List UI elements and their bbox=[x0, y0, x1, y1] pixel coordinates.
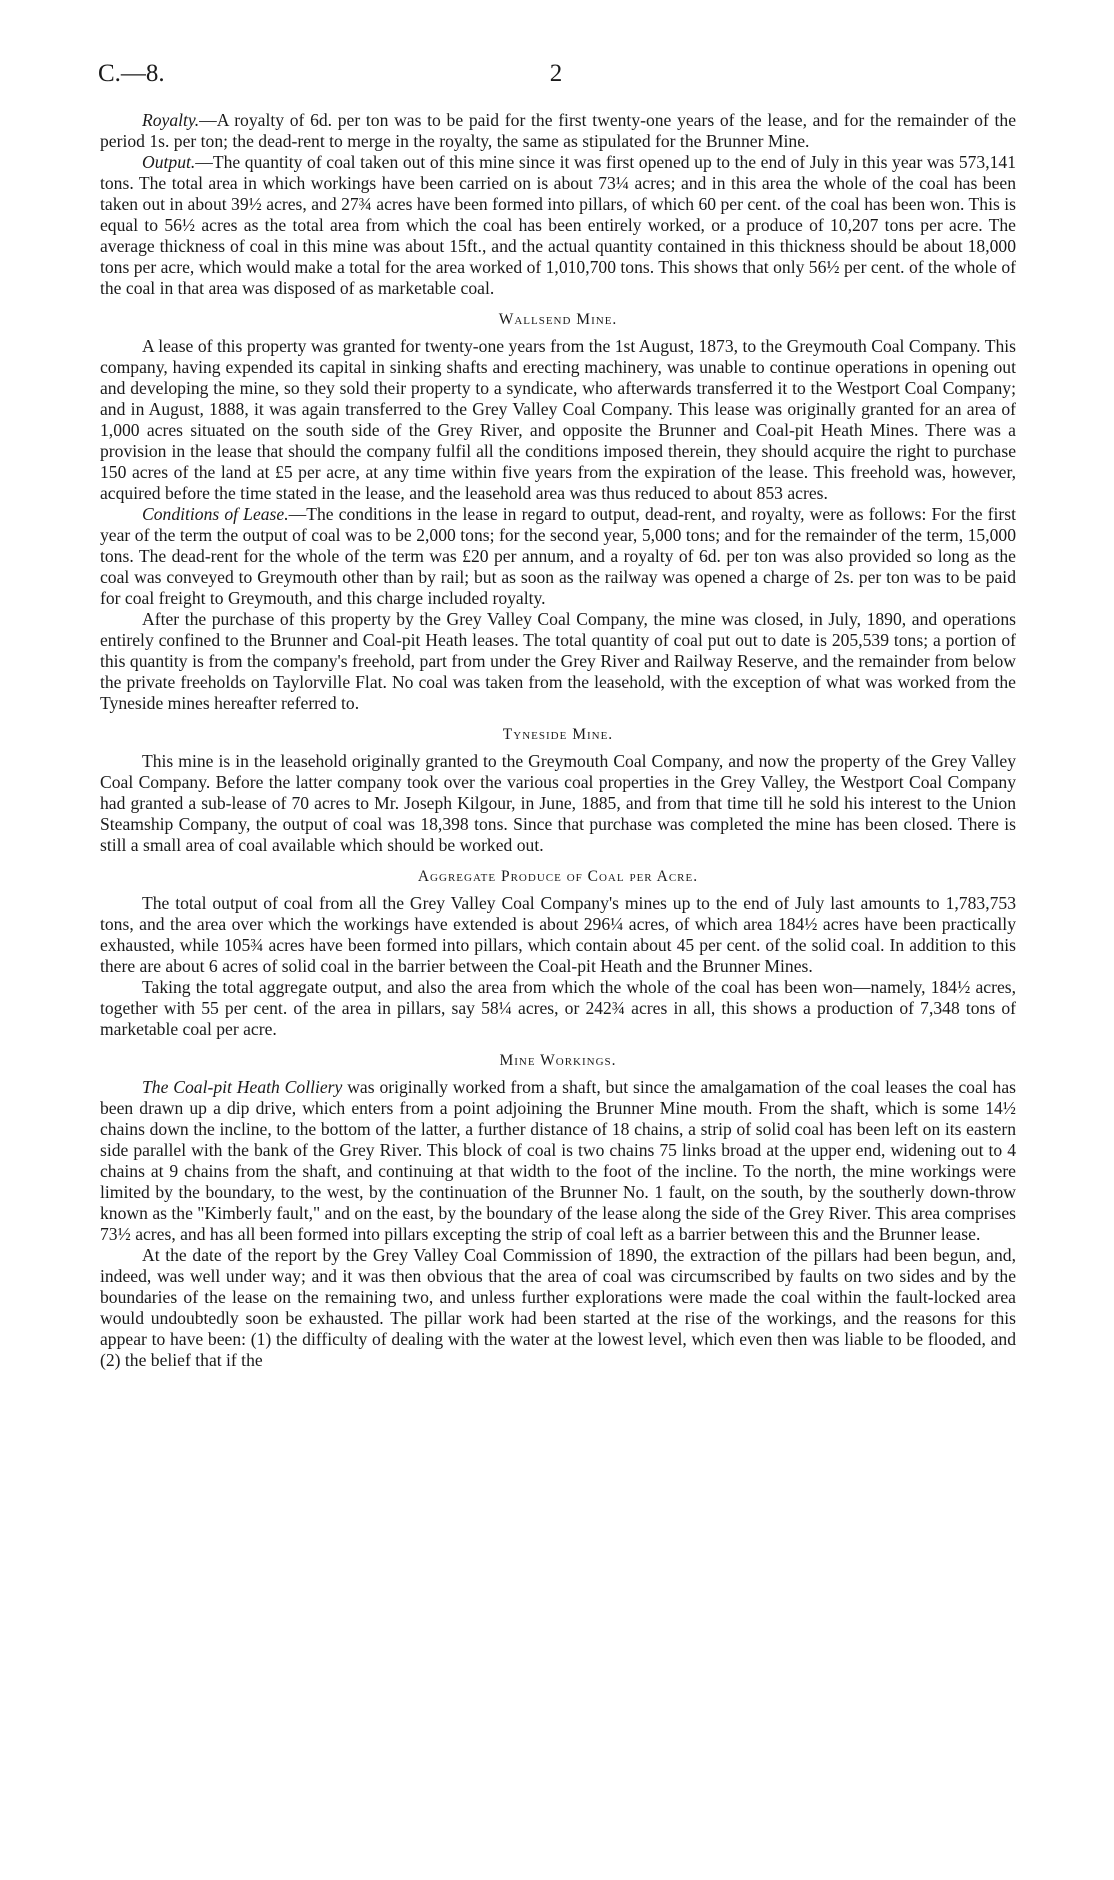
page-number: 2 bbox=[549, 60, 563, 87]
tyneside-heading: Tyneside Mine. bbox=[502, 726, 614, 743]
output-text: —The quantity of coal taken out of this mine since it was first opened up to the end of July in this year was 573,141 tons. The total area in which workings have been carried on is about 73¼ acres; and in this area the whole of the coal has been taken out in about 39½ acres, and 27¾ acres have been formed into pillars, of which 60 per cent. of the coal has been won. This is equal to 56½ acres as the total area from which the coal has been entirely worked, or a produce of 10,207 tons per acre. The average thickness of coal in this mine was about 15ft., and the actual quantity contained in this thickness should be about 18,000 tons per acre, which would make a total for the area worked of 1,010,700 tons. This shows that only 56½ per cent. of the whole of the coal in that area was disposed of as marketable coal. bbox=[100, 152, 1016, 298]
aggregate-heading: Aggregate Produce of Coal per Acre. bbox=[417, 868, 699, 885]
royalty-text: —A royalty of 6d. per ton was to be paid for the first twenty-one years of the lease, and for the remainder of the period 1s. per ton; the dead-rent to merge in the royalty, the same as stipulated for the Brunner Mine. bbox=[100, 110, 1016, 151]
tyneside-paragraph: This mine is in the leasehold originally granted to the Greymouth Coal Company, and now the property of the Grey Valley Coal Company. Before the latter company took over the various coal properties in the Grey Valley, the Westport Coal Company had granted a sub-lease of 70 acres to Mr. Joseph Kilgour, in June, 1885, and from that time till he sold his interest to the Union Steamship Company, the output of coal was 18,398 tons. Since that purchase was completed the mine has been closed. There is still a small area of coal available which should be worked out. bbox=[100, 751, 1016, 855]
royalty-paragraph bbox=[100, 110, 1016, 152]
page-header bbox=[98, 60, 1014, 92]
aggregate-paragraph-1: The total output of coal from all the Grey Valley Coal Company's mines up to the end of July last amounts to 1,783,753 tons, and the area over which the workings have extended is about 296¼ acres, of which area 184½ acres have been practically exhausted, while 105¾ acres have been formed into pillars, which contain about 45 per cent. of the solid coal. In addition to this there are about 6 acres of solid coal in the barrier between the Coal-pit Heath and the Brunner Mines. bbox=[100, 893, 1016, 976]
workings-lead: The Coal-pit Heath Colliery bbox=[142, 1077, 343, 1097]
output-lead: Output. bbox=[142, 152, 196, 172]
wallsend-paragraph-3: After the purchase of this property by the Grey Valley Coal Company, the mine was closed, in July, 1890, and operations entirely confined to the Brunner and Coal-pit Heath leases. The total quantity of coal put out to date is 205,539 tons; a portion of this quantity is from the company's freehold, part from under the Grey River and Railway Reserve, and the remainder from below the private freeholds on Taylorville Flat. No coal was taken from the leasehold, with the exception of what was worked from the Tyneside mines hereafter referred to. bbox=[100, 609, 1016, 713]
wallsend-paragraph-1: A lease of this property was granted for twenty-one years from the 1st August, 1873, to the Greymouth Coal Company. This company, having expended its capital in sinking shafts and erecting machinery, was unable to continue operations in opening out and developing the mine, so they sold their property to a syndicate, who afterwards transferred it to the Westport Coal Company; and in August, 1888, it was again transferred to the Grey Valley Coal Company. This lease was originally granted for an area of 1,000 acres situated on the south side of the Grey River, and opposite the Brunner and Coal-pit Heath Mines. There was a provision in the lease that should the company fulfil all the conditions imposed therein, they should acquire the right to purchase 150 acres of the land at £5 per acre, at any time within five years from the expiration of the lease. This freehold was, however, acquired before the time stated in the lease, and the leasehold area was thus reduced to about 853 acres. bbox=[100, 336, 1016, 503]
royalty-lead: Royalty. bbox=[142, 110, 200, 130]
document-body bbox=[100, 110, 1016, 1371]
aggregate-paragraph-2: Taking the total aggregate output, and also the area from which the whole of the coal has been won—namely, 184½ acres, together with 55 per cent. of the area in pillars, say 58¼ acres, or 242¾ acres in all, this shows a production of 7,348 tons of marketable coal per acre. bbox=[100, 977, 1016, 1039]
conditions-text: —The conditions in the lease in regard to output, dead-rent, and royalty, were as follows: For the first year of the term the output of coal was to be 2,000 tons; for the second year, 5,000 tons; and for the remainder of the term, 15,000 tons. The dead-rent for the whole of the term was £20 per annum, and a royalty of 6d. per ton was also provided so long as the coal was conveyed to Greymouth other than by rail; but as soon as the railway was opened a charge of 2s. per ton was to be paid for coal freight to Greymouth, and this charge included royalty. bbox=[100, 504, 1016, 608]
output-paragraph bbox=[100, 152, 1016, 299]
wallsend-heading: Wallsend Mine. bbox=[498, 311, 618, 328]
workings-paragraph-2: At the date of the report by the Grey Valley Coal Commission of 1890, the extraction of the pillars had been begun, and, indeed, was well under way; and it was then obvious that the area of coal was circumscribed by faults on two sides and by the boundaries of the lease on the remaining two, and unless further explorations were made the coal within the fault-locked area would undoubtedly soon be exhausted. The pillar work had been started at the rise of the workings, and the reasons for this appear to have been: (1) the difficulty of dealing with the water at the lowest level, which even then was liable to be flooded, and (2) the belief that if the bbox=[100, 1245, 1016, 1370]
conditions-paragraph bbox=[100, 504, 1016, 609]
conditions-lead: Conditions of Lease. bbox=[142, 504, 289, 524]
document-reference: C.—8. bbox=[98, 60, 165, 87]
workings-heading: Mine Workings. bbox=[499, 1052, 617, 1069]
workings-paragraph-1 bbox=[100, 1077, 1016, 1245]
workings-text: was originally worked from a shaft, but since the amalgamation of the coal leases the coal has been drawn up a dip drive, which enters from a point adjoining the Brunner Mine mouth. From the shaft, which is some 14½ chains down the incline, to the bottom of the latter, a further distance of 18 chains, a strip of solid coal has been left on its eastern side parallel with the bank of the Grey River. This block of coal is two chains 75 links broad at the upper end, widening out to 4 chains at 9 chains from the shaft, and continuing at that width to the foot of the incline. To the north, the mine workings were limited by the boundary, to the west, by the continuation of the Brunner No. 1 fault, on the south, by the southerly down-throw known as the "Kimberly fault," and on the east, by the boundary of the lease along the side of the Grey River. This area comprises 73½ acres, and has all been formed into pillars excepting the strip of coal left as a barrier between this and the Brunner lease. bbox=[100, 1077, 1016, 1244]
